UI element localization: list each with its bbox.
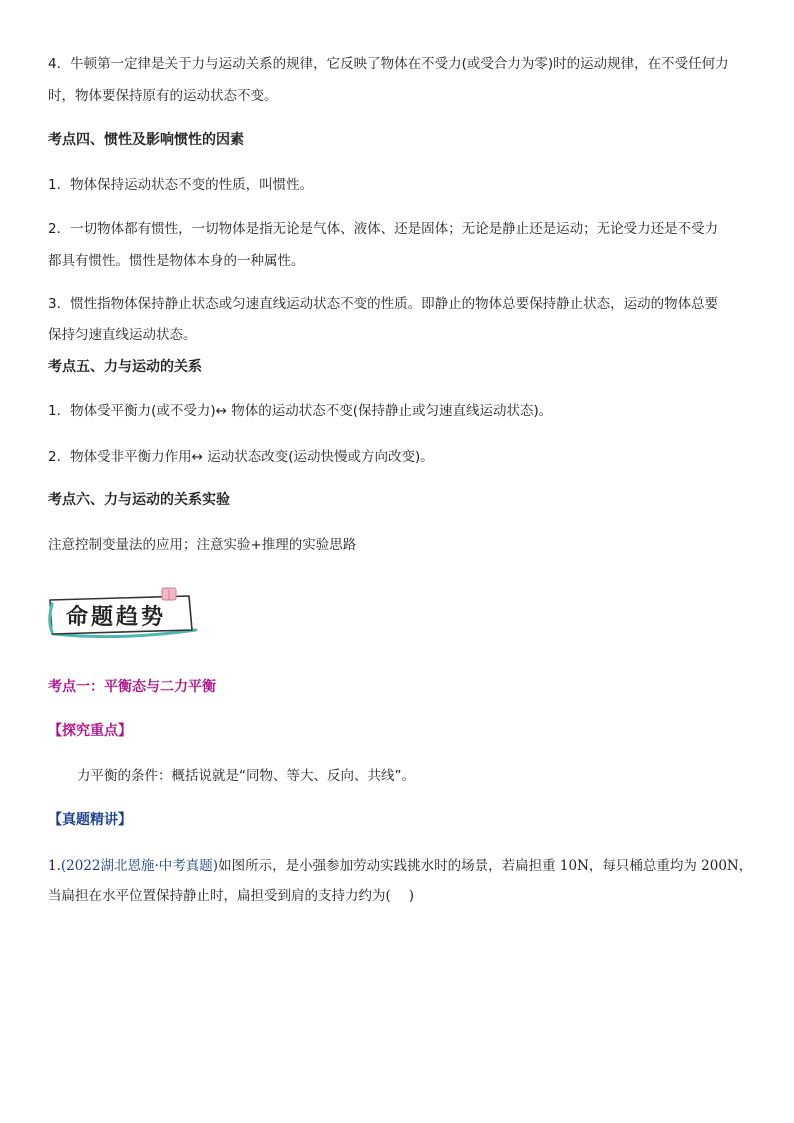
section-5-item-1: 1．物体受平衡力(或不受力)↔ 物体的运动状态不变(保持静止或匀速直线运动状态)。 <box>48 403 553 419</box>
banner-title: 命题趋势 <box>66 604 167 630</box>
section-4-item-3-line-1: 3．惯性指物体保持静止状态或匀速直线运动状态不变的性质。即静止的物体总要保持静止状态，运动的物体总要 <box>48 296 719 312</box>
paragraph-4-line-2: 时，物体要保持原有的运动状态不变。 <box>48 88 278 104</box>
trend-banner <box>44 586 200 640</box>
question-1-line-2 <box>48 886 414 906</box>
section-5-title: 考点五、力与运动的关系 <box>48 359 202 375</box>
section-5-item-2: 2．物体受非平衡力作用↔ 运动状态改变(运动快慢或方向改变)。 <box>48 449 434 465</box>
paragraph-4-line-1: 4．牛顿第一定律是关于力与运动关系的规律，它反映了物体在不受力(或受合力为零)时的运动规律，在不受任何力 <box>48 56 729 72</box>
question-text-2: 当扁担在水平位置保持静止时，扁担受到肩的支持力约为( <box>48 888 391 904</box>
section-4-item-2-line-1: 2．一切物体都有惯性，一切物体是指无论是气体、液体、还是固体；无论是静止还是运动；无论受力还是不受力 <box>48 221 719 237</box>
section-6-title: 考点六、力与运动的关系实验 <box>48 492 230 508</box>
question-1-line-1 <box>48 856 752 876</box>
question-close-paren: ) <box>408 888 415 904</box>
section-4-item-3-line-2: 保持匀速直线运动状态。 <box>48 327 197 343</box>
section-4-item-1: 1．物体保持运动状态不变的性质，叫惯性。 <box>48 177 314 193</box>
question-source: (2022湖北恩施·中考真题) <box>60 858 219 874</box>
section-6-text: 注意控制变量法的应用；注意实验+推理的实验思路 <box>48 537 357 553</box>
focus-text: 力平衡的条件：概括说就是“同物、等大、反向、共线”。 <box>77 768 415 784</box>
focus-label: 【探究重点】 <box>48 723 132 739</box>
section-4-item-2-line-2: 都具有惯性。惯性是物体本身的一种属性。 <box>48 253 305 269</box>
real-question-label: 【真题精讲】 <box>48 812 132 828</box>
section-4-title: 考点四、惯性及影响惯性的因素 <box>48 132 244 148</box>
key-point-1-title: 考点一：平衡态与二力平衡 <box>48 679 216 695</box>
question-number: 1. <box>48 858 61 874</box>
question-text-1: 如图所示，是小强参加劳动实践挑水时的场景，若扁担重 10N，每只桶总重均为 200N， <box>218 858 753 874</box>
